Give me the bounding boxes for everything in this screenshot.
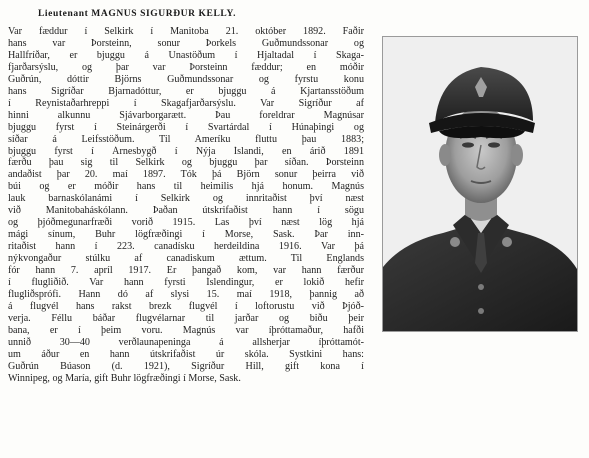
body-line: bjuggu fyrst í Árnesbygð í Nýja Íslandi, en árið 1891 — [8, 145, 364, 157]
body-line: mági sínum, Buhr lögfræðingi í Morse, Sask. Þar inn- — [8, 229, 364, 241]
body-line: færðu þau sig til Selkirk og bjuggu þar síðan. Þorsteinn — [8, 157, 364, 169]
body-line: bana, er í þeim voru. Magnús var íþróttamaður, hafði — [8, 324, 364, 336]
soldier-portrait-image — [383, 37, 577, 331]
body-line: Hallfríðar, er bjuggu á Unastöðum í Hjaltadal í Skaga- — [8, 49, 364, 61]
article-body — [8, 26, 364, 385]
body-line: unnið 30—40 verðlaunapeninga á allsherjar íþróttamót- — [8, 336, 364, 348]
body-line: hans Sigríðar Bjarnadóttur, er bjuggu á Kjartansstöðum — [8, 85, 364, 97]
body-line: bjuggu fyrst í Steinárgerði í Svartárdal í Húnaþingi og — [8, 121, 364, 133]
body-line: nýkvongaður stúlku af canadiskum ættum. Til Englands — [8, 253, 364, 265]
body-line: Winnipeg, og María, gift Buhr lögfræðingi í Morse, Sask. — [8, 372, 241, 384]
body-line: verja. Féllu báðar flugvélarnar til jarðar og biðu þeir — [8, 312, 364, 324]
article-heading: Lieutenant MAGNUS SIGURÐUR KELLY. — [38, 9, 237, 19]
body-line: í flugliðið. Var hann fyrsti Íslendingur, er lokið hefir — [8, 277, 364, 289]
body-line: í Reynistaðarhreppi í Skagafjarðarsýslu. Var Sigríður af — [8, 97, 364, 109]
body-line: hans var Þorsteinn, sonur Þorkels Guðmundssonar og — [8, 37, 364, 49]
body-line: um áður en hann útskrifaðist úr skóla. Systkini hans: — [8, 348, 364, 360]
body-line: lauk barnaskólanámi í Selkirk og innritaðist því næst — [8, 193, 364, 205]
body-line: Guðrún Búason (d. 1921), Sigríður Hill, gift kona í — [8, 360, 364, 372]
body-line: andaðist þar 20. maí 1897. Tók þá Björn sonur þeirra við — [8, 169, 364, 181]
body-line: við Manitobaháskólann. Þaðan útskrifaðist hann í sögu — [8, 205, 364, 217]
body-line: Guðrún, dóttir Björns Guðmundssonar og fyrstu konu — [8, 73, 364, 85]
body-line: búi og er móðir hans til heimilis hjá honum. Magnús — [8, 181, 364, 193]
body-line: á flugvél hans rakst brezk flugvél í loftorustu við Þjóð- — [8, 300, 364, 312]
body-line: og þjóðmegunarfræði vorið 1915. Las því næst lög hjá — [8, 217, 364, 229]
body-line: ritaðist hann í 223. canadísku herdeildina 1916. Var þá — [8, 241, 364, 253]
body-line: hinni alkunnu Sjávarborgarætt. Þau foreldrar Magnúsar — [8, 109, 364, 121]
body-line: fjarðarsýslu, og þar var Þorsteinn fæddur; en móðir — [8, 61, 364, 73]
body-line: síðar á Leifsstöðum. Til Ameríku fluttu þau 1883; — [8, 133, 364, 145]
body-line: flugliðsprófi. Hann dó af slysi 15. maí 1918, þannig að — [8, 288, 364, 300]
body-line: Var fæddur í Selkirk í Manitoba 21. október 1892. Faðir — [8, 26, 364, 37]
body-line: fór hann 7. apríl 1917. Er þangað kom, var hann færður — [8, 265, 364, 277]
portrait-photo — [382, 36, 578, 332]
